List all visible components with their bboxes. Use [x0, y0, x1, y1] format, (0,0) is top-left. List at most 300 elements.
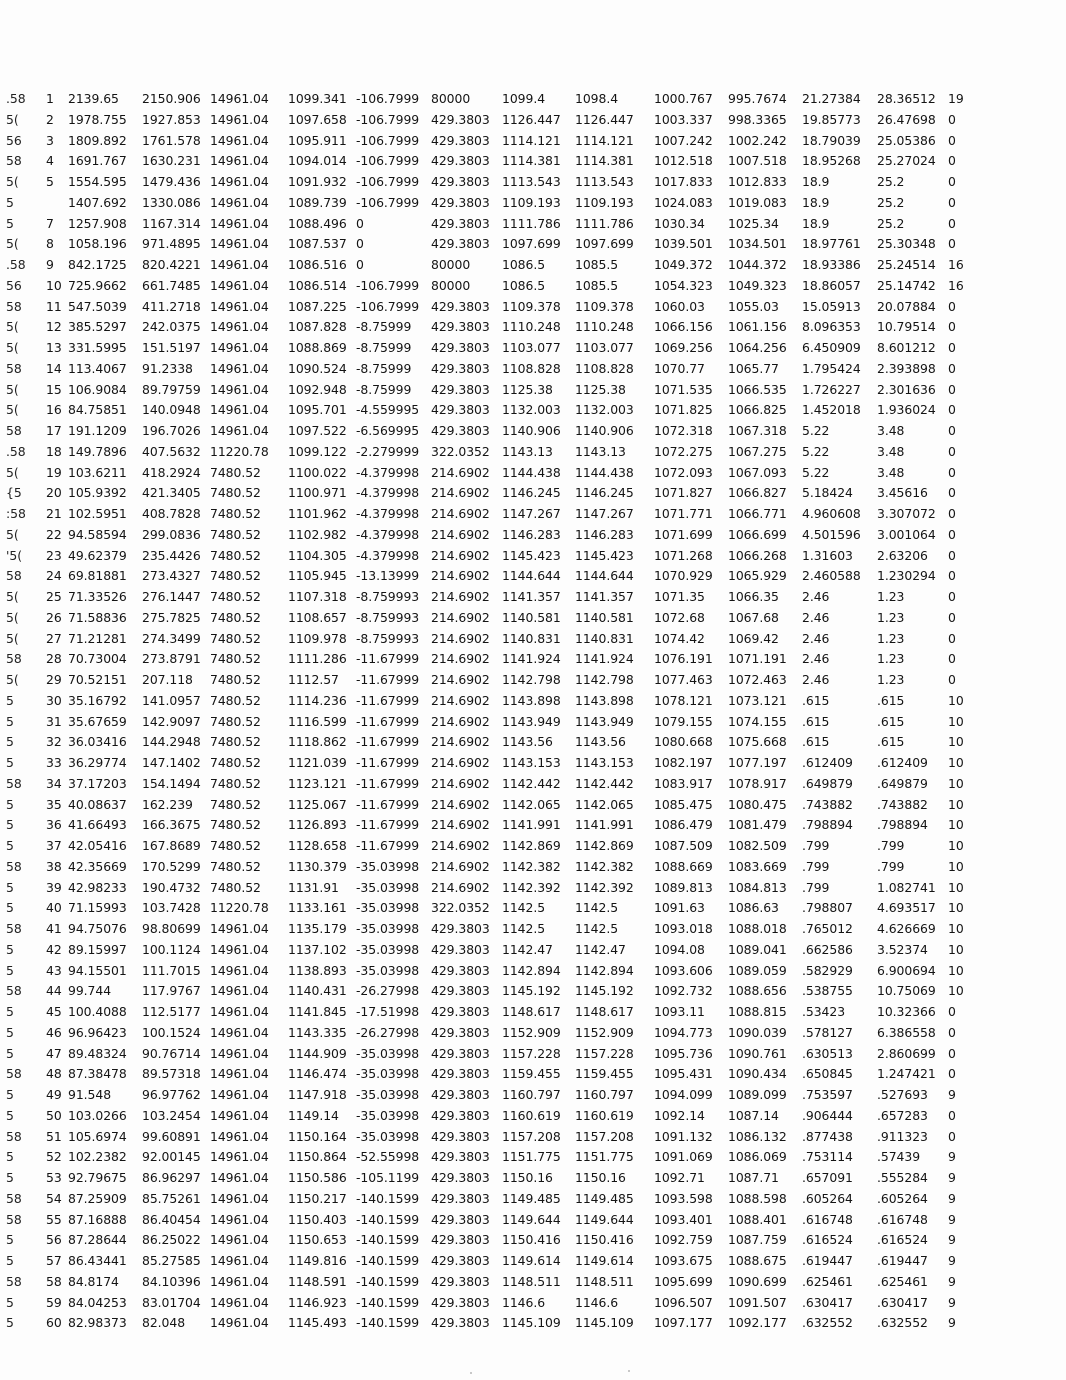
table-cell: 1149.644 — [502, 1211, 561, 1227]
table-cell: 92.00145 — [142, 1149, 201, 1165]
table-cell: .798807 — [802, 900, 853, 916]
table-cell: 1086.069 — [728, 1149, 787, 1165]
table-cell: 2.860699 — [877, 1045, 936, 1061]
table-cell: -106.7999 — [356, 132, 420, 148]
table-cell: 82.98373 — [68, 1315, 127, 1331]
row-prefix: 58 — [6, 360, 22, 376]
table-cell: 18.86057 — [802, 277, 861, 293]
table-cell: 1110.248 — [502, 319, 561, 335]
table-cell: 276.1447 — [142, 589, 201, 604]
table-cell: 1089.041 — [728, 941, 787, 957]
row-index: 21 — [46, 506, 62, 521]
table-cell: 1554.595 — [68, 174, 127, 189]
table-cell: 111.7015 — [142, 962, 201, 978]
table-cell: 87.25909 — [68, 1190, 127, 1206]
table-cell: 1090.039 — [728, 1024, 787, 1040]
table-cell: -8.759993 — [356, 589, 420, 604]
table-cell: -8.759993 — [356, 609, 420, 625]
table-cell: -13.13999 — [356, 568, 420, 584]
table-cell: 1145.493 — [288, 1315, 347, 1331]
table-cell: .57439 — [877, 1149, 921, 1165]
row-index: 49 — [46, 1087, 62, 1102]
table-cell: 214.6902 — [431, 485, 490, 501]
row-prefix: 5 — [6, 692, 14, 708]
row-index: 25 — [46, 589, 62, 604]
row-prefix: 5( — [6, 402, 19, 418]
table-row — [6, 898, 1064, 919]
table-cell: 214.6902 — [431, 506, 490, 521]
table-cell: 1126.447 — [575, 111, 634, 127]
table-cell: 14961.04 — [210, 1087, 269, 1102]
row-prefix: 58 — [6, 983, 22, 999]
table-cell: 103.6211 — [68, 464, 127, 480]
table-cell: 1126.447 — [502, 111, 561, 127]
table-cell: -35.03998 — [356, 879, 420, 895]
table-cell: .649879 — [802, 775, 853, 791]
table-cell: 14961.04 — [210, 1190, 269, 1206]
table-cell: 1092.177 — [728, 1315, 787, 1331]
table-cell: 1105.945 — [288, 568, 347, 584]
row-index: 24 — [46, 568, 62, 584]
table-cell: 7480.52 — [210, 547, 261, 563]
table-cell: 1.31603 — [802, 547, 853, 563]
table-cell: 1012.518 — [654, 153, 713, 169]
row-prefix: 5 — [6, 1315, 14, 1331]
table-cell: 1132.003 — [502, 402, 561, 418]
table-cell: 141.0957 — [142, 692, 201, 708]
row-index: 50 — [46, 1107, 62, 1123]
table-cell: 1150.416 — [575, 1232, 634, 1248]
table-cell: .630417 — [877, 1294, 928, 1310]
table-cell: 1149.614 — [575, 1253, 634, 1268]
table-cell: 1142.798 — [502, 672, 561, 687]
table-cell: -140.1599 — [356, 1273, 420, 1289]
table-cell: 1067.68 — [728, 609, 779, 625]
table-cell: 1148.617 — [502, 1004, 561, 1019]
row-index: 48 — [46, 1066, 62, 1082]
table-cell: 3.307072 — [877, 506, 936, 521]
table-cell: 0 — [948, 340, 956, 355]
table-cell: 162.239 — [142, 796, 193, 812]
table-cell: 1111.786 — [502, 215, 561, 231]
table-cell: 1100.022 — [288, 464, 347, 480]
table-cell: -106.7999 — [356, 277, 420, 293]
table-cell: 661.7485 — [142, 277, 201, 293]
table-cell: 0 — [948, 1066, 956, 1082]
table-cell: -11.67999 — [356, 672, 420, 687]
table-cell: 14961.04 — [210, 983, 269, 999]
table-cell: 10 — [948, 941, 964, 957]
table-cell: 1069.42 — [728, 630, 779, 646]
table-cell: 1002.242 — [728, 132, 787, 148]
table-cell: 1142.798 — [575, 672, 634, 687]
table-row — [6, 670, 1064, 691]
table-row — [6, 214, 1064, 235]
table-cell: 35.67659 — [68, 713, 127, 729]
table-cell: 25.30348 — [877, 236, 936, 252]
table-cell: -4.379998 — [356, 485, 420, 501]
table-cell: 0 — [948, 526, 956, 542]
table-cell: 214.6902 — [431, 464, 490, 480]
table-cell: 1054.323 — [654, 277, 713, 293]
table-cell: 1000.767 — [654, 91, 713, 106]
table-cell: 14961.04 — [210, 423, 269, 438]
table-cell: -35.03998 — [356, 1107, 420, 1123]
table-cell: -2.279999 — [356, 443, 420, 459]
table-cell: 35.16792 — [68, 692, 127, 708]
table-cell: 1145.423 — [575, 547, 634, 563]
table-cell: .630513 — [802, 1045, 853, 1061]
table-cell: 149.7896 — [68, 443, 127, 459]
table-cell: 1150.164 — [288, 1128, 347, 1144]
row-prefix: 5( — [6, 381, 19, 397]
table-cell: 1141.357 — [575, 589, 634, 604]
table-cell: 1064.256 — [728, 340, 787, 355]
row-prefix: 5( — [6, 111, 19, 127]
table-cell: 1141.845 — [288, 1004, 347, 1019]
row-prefix: 5 — [6, 900, 14, 916]
table-cell: 0 — [948, 423, 956, 438]
table-cell: 70.52151 — [68, 672, 127, 687]
table-cell: 1080.668 — [654, 734, 713, 750]
table-cell: 14961.04 — [210, 1149, 269, 1165]
table-cell: 1111.786 — [575, 215, 634, 231]
table-row — [6, 795, 1064, 816]
table-cell: 7480.52 — [210, 464, 261, 480]
table-cell: 1094.08 — [654, 941, 705, 957]
table-cell: -11.67999 — [356, 775, 420, 791]
table-cell: 105.6974 — [68, 1128, 127, 1144]
table-cell: 1099.4 — [502, 91, 546, 106]
row-index: 19 — [46, 464, 62, 480]
table-cell: 7480.52 — [210, 568, 261, 584]
row-index: 11 — [46, 298, 62, 314]
table-row — [6, 1023, 1064, 1044]
table-cell: 1.23 — [877, 589, 905, 604]
table-cell: 1093.675 — [654, 1253, 713, 1268]
table-cell: 1257.908 — [68, 215, 127, 231]
table-cell: 25.27024 — [877, 153, 936, 169]
table-cell: .616524 — [877, 1232, 928, 1248]
table-cell: 1146.6 — [502, 1294, 546, 1310]
table-cell: 1108.828 — [575, 360, 634, 376]
row-index: 1 — [46, 91, 54, 106]
table-row — [6, 1168, 1064, 1189]
table-cell: 96.97762 — [142, 1087, 201, 1102]
row-index: 42 — [46, 941, 62, 957]
table-cell: 2.46 — [802, 630, 830, 646]
table-row — [6, 546, 1064, 567]
table-row — [6, 483, 1064, 504]
table-cell: 1025.34 — [728, 215, 779, 231]
table-cell: 10 — [948, 734, 964, 750]
table-cell: 0 — [948, 547, 956, 563]
table-row — [6, 961, 1064, 982]
table-cell: 1809.892 — [68, 132, 127, 148]
table-cell: 1.936024 — [877, 402, 936, 418]
table-cell: 100.4088 — [68, 1004, 127, 1019]
table-cell: 86.40454 — [142, 1211, 201, 1227]
table-cell: 14961.04 — [210, 962, 269, 978]
table-cell: 1.795424 — [802, 360, 861, 376]
row-prefix: 58 — [6, 921, 22, 936]
table-cell: 1039.501 — [654, 236, 713, 252]
table-cell: 1066.825 — [728, 402, 787, 418]
table-cell: 190.4732 — [142, 879, 201, 895]
table-row — [6, 400, 1064, 421]
table-cell: 1072.68 — [654, 609, 705, 625]
table-cell: 429.3803 — [431, 921, 490, 936]
table-cell: 1143.898 — [575, 692, 634, 708]
row-index: 8 — [46, 236, 54, 252]
table-cell: 1091.63 — [654, 900, 705, 916]
row-index: 4 — [46, 153, 54, 169]
table-cell: 1077.197 — [728, 755, 787, 770]
table-cell: 85.75261 — [142, 1190, 201, 1206]
table-cell: 1085.5 — [575, 257, 619, 272]
table-cell: 87.38478 — [68, 1066, 127, 1082]
row-prefix: 5 — [6, 1107, 14, 1123]
table-cell: 1151.775 — [502, 1149, 561, 1165]
table-cell: 84.8174 — [68, 1273, 119, 1289]
table-cell: .632552 — [877, 1315, 928, 1331]
table-cell: 14961.04 — [210, 1294, 269, 1310]
row-index: 34 — [46, 775, 62, 791]
table-cell: 14961.04 — [210, 1066, 269, 1082]
table-cell: 1142.5 — [575, 921, 619, 936]
table-cell: 14961.04 — [210, 340, 269, 355]
row-prefix: 5( — [6, 672, 19, 687]
row-prefix: 5 — [6, 1024, 14, 1040]
table-cell: 25.2 — [877, 194, 905, 210]
table-cell: 1067.093 — [728, 464, 787, 480]
table-cell: 25.2 — [877, 215, 905, 231]
table-cell: 1096.507 — [654, 1294, 713, 1310]
table-cell: 1113.543 — [575, 174, 634, 189]
table-cell: 214.6902 — [431, 526, 490, 542]
table-cell: 1128.658 — [288, 838, 347, 853]
row-index: 59 — [46, 1294, 62, 1310]
table-cell: 140.0948 — [142, 402, 201, 418]
table-cell: 1070.77 — [654, 360, 705, 376]
table-cell: -140.1599 — [356, 1294, 420, 1310]
table-cell: 18.95268 — [802, 153, 861, 169]
table-cell: 1110.248 — [575, 319, 634, 335]
table-cell: 1066.268 — [728, 547, 787, 563]
table-cell: 99.60891 — [142, 1128, 201, 1144]
row-prefix: 56 — [6, 132, 22, 148]
table-cell: 1145.109 — [575, 1315, 634, 1331]
table-cell: 14961.04 — [210, 194, 269, 210]
table-cell: 3.48 — [877, 464, 905, 480]
table-cell: 9 — [948, 1294, 956, 1310]
table-cell: 1114.381 — [575, 153, 634, 169]
row-index: 51 — [46, 1128, 62, 1144]
table-cell: 1146.283 — [502, 526, 561, 542]
table-cell: 1.23 — [877, 630, 905, 646]
table-cell: 11220.78 — [210, 443, 269, 459]
table-cell: 14961.04 — [210, 1232, 269, 1248]
table-cell: 103.0266 — [68, 1107, 127, 1123]
row-index: 38 — [46, 858, 62, 874]
table-cell: 1098.4 — [575, 91, 619, 106]
table-cell: 1085.475 — [654, 796, 713, 812]
table-cell: 71.21281 — [68, 630, 127, 646]
row-prefix: 58 — [6, 1211, 22, 1227]
table-cell: 429.3803 — [431, 983, 490, 999]
row-index: 41 — [46, 921, 62, 936]
table-cell: 10 — [948, 755, 964, 770]
table-cell: 1149.644 — [575, 1211, 634, 1227]
table-cell: 411.2718 — [142, 298, 201, 314]
table-cell: 1109.378 — [575, 298, 634, 314]
table-cell: 94.75076 — [68, 921, 127, 936]
scan-speck — [628, 1370, 630, 1372]
table-row — [6, 1064, 1064, 1085]
table-cell: -8.75999 — [356, 360, 412, 376]
table-cell: .753597 — [802, 1087, 853, 1102]
row-index: 27 — [46, 630, 62, 646]
row-prefix: 58 — [6, 153, 22, 169]
table-cell: 0 — [948, 1107, 956, 1123]
row-index: 55 — [46, 1211, 62, 1227]
table-cell: 1109.193 — [575, 194, 634, 210]
table-cell: 1.247421 — [877, 1066, 936, 1082]
table-cell: 2150.906 — [142, 91, 201, 106]
table-row — [6, 919, 1064, 940]
table-cell: 1121.039 — [288, 755, 347, 770]
table-cell: 80000 — [431, 91, 471, 106]
table-cell: 1077.463 — [654, 672, 713, 687]
table-cell: -35.03998 — [356, 921, 420, 936]
table-cell: 6.450909 — [802, 340, 861, 355]
row-index: 37 — [46, 838, 62, 853]
table-cell: 89.57318 — [142, 1066, 201, 1082]
table-cell: 1157.228 — [502, 1045, 561, 1061]
row-prefix: 5 — [6, 1253, 14, 1268]
table-cell: 1148.511 — [575, 1273, 634, 1289]
row-prefix: 58 — [6, 775, 22, 791]
table-cell: 407.5632 — [142, 443, 201, 459]
table-cell: 19 — [948, 91, 964, 106]
table-cell: 1093.606 — [654, 962, 713, 978]
table-row — [6, 1147, 1064, 1168]
table-cell: 1085.5 — [575, 277, 619, 293]
table-cell: 37.17203 — [68, 775, 127, 791]
table-cell: -11.67999 — [356, 796, 420, 812]
table-cell: 1086.5 — [502, 257, 546, 272]
table-row — [6, 463, 1064, 484]
table-cell: .657283 — [877, 1107, 928, 1123]
table-cell: 84.75851 — [68, 402, 127, 418]
table-cell: 102.5951 — [68, 506, 127, 521]
table-cell: 1142.065 — [502, 796, 561, 812]
table-cell: 214.6902 — [431, 713, 490, 729]
table-cell: 1067.275 — [728, 443, 787, 459]
table-cell: 1150.864 — [288, 1149, 347, 1165]
row-prefix: .58 — [6, 443, 26, 459]
table-cell: 214.6902 — [431, 589, 490, 604]
table-cell: 1097.177 — [654, 1315, 713, 1331]
table-cell: 1049.372 — [654, 257, 713, 272]
table-row — [6, 297, 1064, 318]
table-cell: -106.7999 — [356, 194, 420, 210]
table-cell: 1086.516 — [288, 257, 347, 272]
table-cell: 2139.65 — [68, 91, 119, 106]
table-cell: 41.66493 — [68, 817, 127, 833]
table-cell: 1144.438 — [502, 464, 561, 480]
table-cell: 113.4067 — [68, 360, 127, 376]
row-prefix: .58 — [6, 257, 26, 272]
table-cell: 1074.42 — [654, 630, 705, 646]
table-cell: 1149.614 — [502, 1253, 561, 1268]
table-cell: 207.118 — [142, 672, 193, 687]
table-cell: -11.67999 — [356, 755, 420, 770]
table-cell: -4.379998 — [356, 547, 420, 563]
table-cell: 3.48 — [877, 443, 905, 459]
table-cell: 1145.192 — [575, 983, 634, 999]
table-cell: 1094.773 — [654, 1024, 713, 1040]
table-cell: 96.96423 — [68, 1024, 127, 1040]
table-cell: 1074.155 — [728, 713, 787, 729]
table-row — [6, 1251, 1064, 1272]
table-cell: 0 — [948, 568, 956, 584]
table-cell: 14961.04 — [210, 298, 269, 314]
table-cell: .657091 — [802, 1170, 853, 1185]
table-cell: 147.1402 — [142, 755, 201, 770]
table-cell: 429.3803 — [431, 1315, 490, 1331]
row-index: 2 — [46, 111, 54, 127]
row-index: 9 — [46, 257, 54, 272]
table-cell: 1088.815 — [728, 1004, 787, 1019]
table-cell: 1140.831 — [575, 630, 634, 646]
table-cell: .650845 — [802, 1066, 853, 1082]
table-cell: .799 — [802, 879, 830, 895]
table-cell: .616524 — [802, 1232, 853, 1248]
table-row — [6, 255, 1064, 276]
table-cell: 842.1725 — [68, 257, 127, 272]
table-cell: 1.726227 — [802, 381, 861, 397]
table-cell: 1157.228 — [575, 1045, 634, 1061]
table-cell: .616748 — [877, 1211, 928, 1227]
table-cell: .612409 — [802, 755, 853, 770]
table-cell: 429.3803 — [431, 1128, 490, 1144]
table-cell: 429.3803 — [431, 962, 490, 978]
table-cell: 42.35669 — [68, 858, 127, 874]
table-cell: 1143.56 — [575, 734, 626, 750]
table-row — [6, 940, 1064, 961]
table-cell: 1145.109 — [502, 1315, 561, 1331]
table-cell: 273.8791 — [142, 651, 201, 667]
table-cell: 1086.479 — [654, 817, 713, 833]
table-cell: 1108.657 — [288, 609, 347, 625]
table-cell: 0 — [948, 153, 956, 169]
table-cell: .625461 — [877, 1273, 928, 1289]
table-cell: 1113.543 — [502, 174, 561, 189]
table-cell: 1108.828 — [502, 360, 561, 376]
table-cell: .630417 — [802, 1294, 853, 1310]
table-cell: 7480.52 — [210, 734, 261, 750]
table-cell: 322.0352 — [431, 443, 490, 459]
table-cell: -11.67999 — [356, 692, 420, 708]
table-cell: 1072.275 — [654, 443, 713, 459]
table-cell: 1157.208 — [575, 1128, 634, 1144]
table-cell: 1089.813 — [654, 879, 713, 895]
row-prefix: 58 — [6, 1066, 22, 1082]
table-cell: 429.3803 — [431, 1066, 490, 1082]
table-cell: 1140.831 — [502, 630, 561, 646]
table-cell: 1144.644 — [575, 568, 634, 584]
